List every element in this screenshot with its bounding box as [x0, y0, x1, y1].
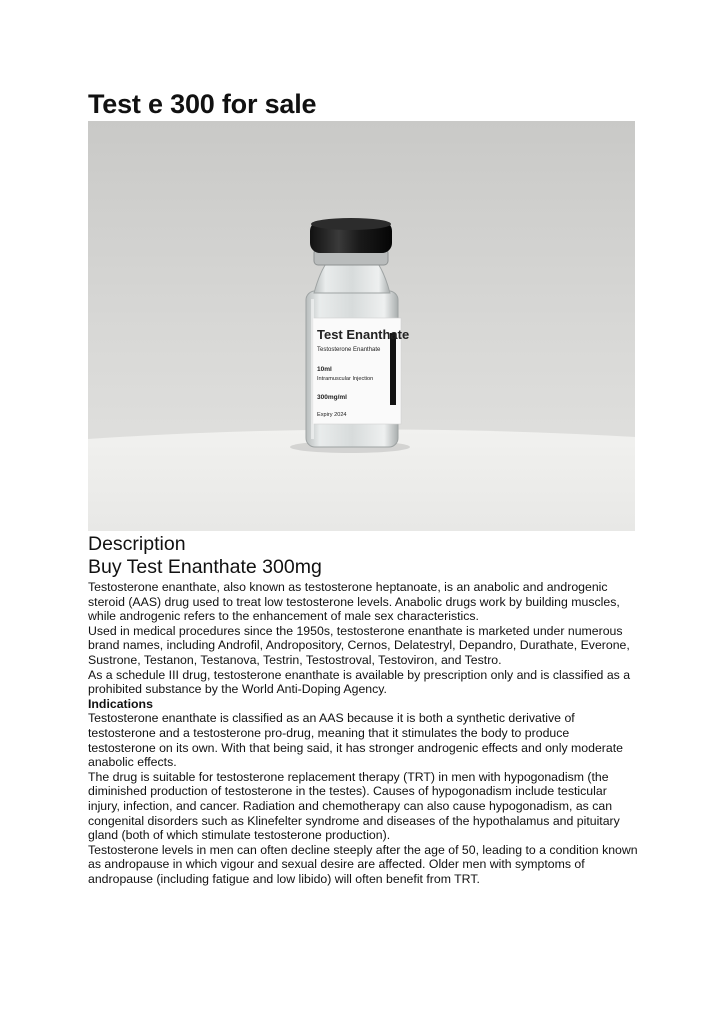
description-paragraph: Testosterone enanthate, also known as testosterone heptanoate, is an anabolic and androgenic steroid (AAS) drug used to treat low testosterone levels. Anabolic drugs work by building muscles, while androgenic refers to the enhancement of male sex characteristics. — [88, 580, 620, 624]
label-name: Test Enanthate — [317, 327, 410, 342]
page-title: Test e 300 for sale — [88, 89, 317, 119]
indications-paragraph: Testosterone enanthate is classified as an AAS because it is both a synthetic derivative of testosterone and a testosterone pro-drug, meaning that it stimulates the body to produce testosterone on its own. With that being said, it has stronger androgenic effects and only moderate anabolic effects. — [88, 711, 623, 770]
product-photo — [88, 121, 635, 531]
description-paragraph: Used in medical procedures since the 1950s, testosterone enanthate is marketed under numerous brand names, including Androfil, Andropository, Cernos, Delatestryl, Depandro, Durathate, Everone, Sustrone, Testanon, Testanova, Testrin, Testostroval, Testoviron, and Testro. — [88, 623, 630, 667]
indications-heading: Indications — [88, 696, 153, 711]
label-strength: 300mg/ml — [317, 394, 347, 401]
description-heading: Description — [88, 533, 186, 555]
label-volume: 10ml — [317, 366, 332, 373]
label-subtitle: Testosterone Enanthate — [317, 347, 381, 353]
indications-paragraph: The drug is suitable for testosterone replacement therapy (TRT) in men with hypogonadism (the diminished production of testosterone in the testes). Causes of hypogonadism include testicular injury, infection, and cancer. Radiation and chemotherapy can also cause hypogonadism, as can congenital disorders such as Klinefelter syndrome and diseases of the hypothalamus and pituitary gland (both of which stimulate testosterone production). — [88, 769, 620, 843]
label-route: Intramuscular Injection — [317, 376, 374, 382]
description-subheading: Buy Test Enanthate 300mg — [88, 556, 322, 578]
description-paragraph: As a schedule III drug, testosterone enanthate is available by prescription only and is classified as a prohibited substance by the World Anti-Doping Agency. — [88, 667, 631, 697]
article-body — [88, 533, 638, 886]
label-expiry: Expiry 2024 — [317, 412, 347, 418]
indications-paragraph: Testosterone levels in men can often decline steeply after the age of 50, leading to a condition known as andropause in which vigour and sexual desire are affected. Older men with symptoms of andropause (including fatigue and low libido) will often benefit from TRT. — [88, 842, 638, 886]
vial-illustration — [88, 121, 635, 531]
